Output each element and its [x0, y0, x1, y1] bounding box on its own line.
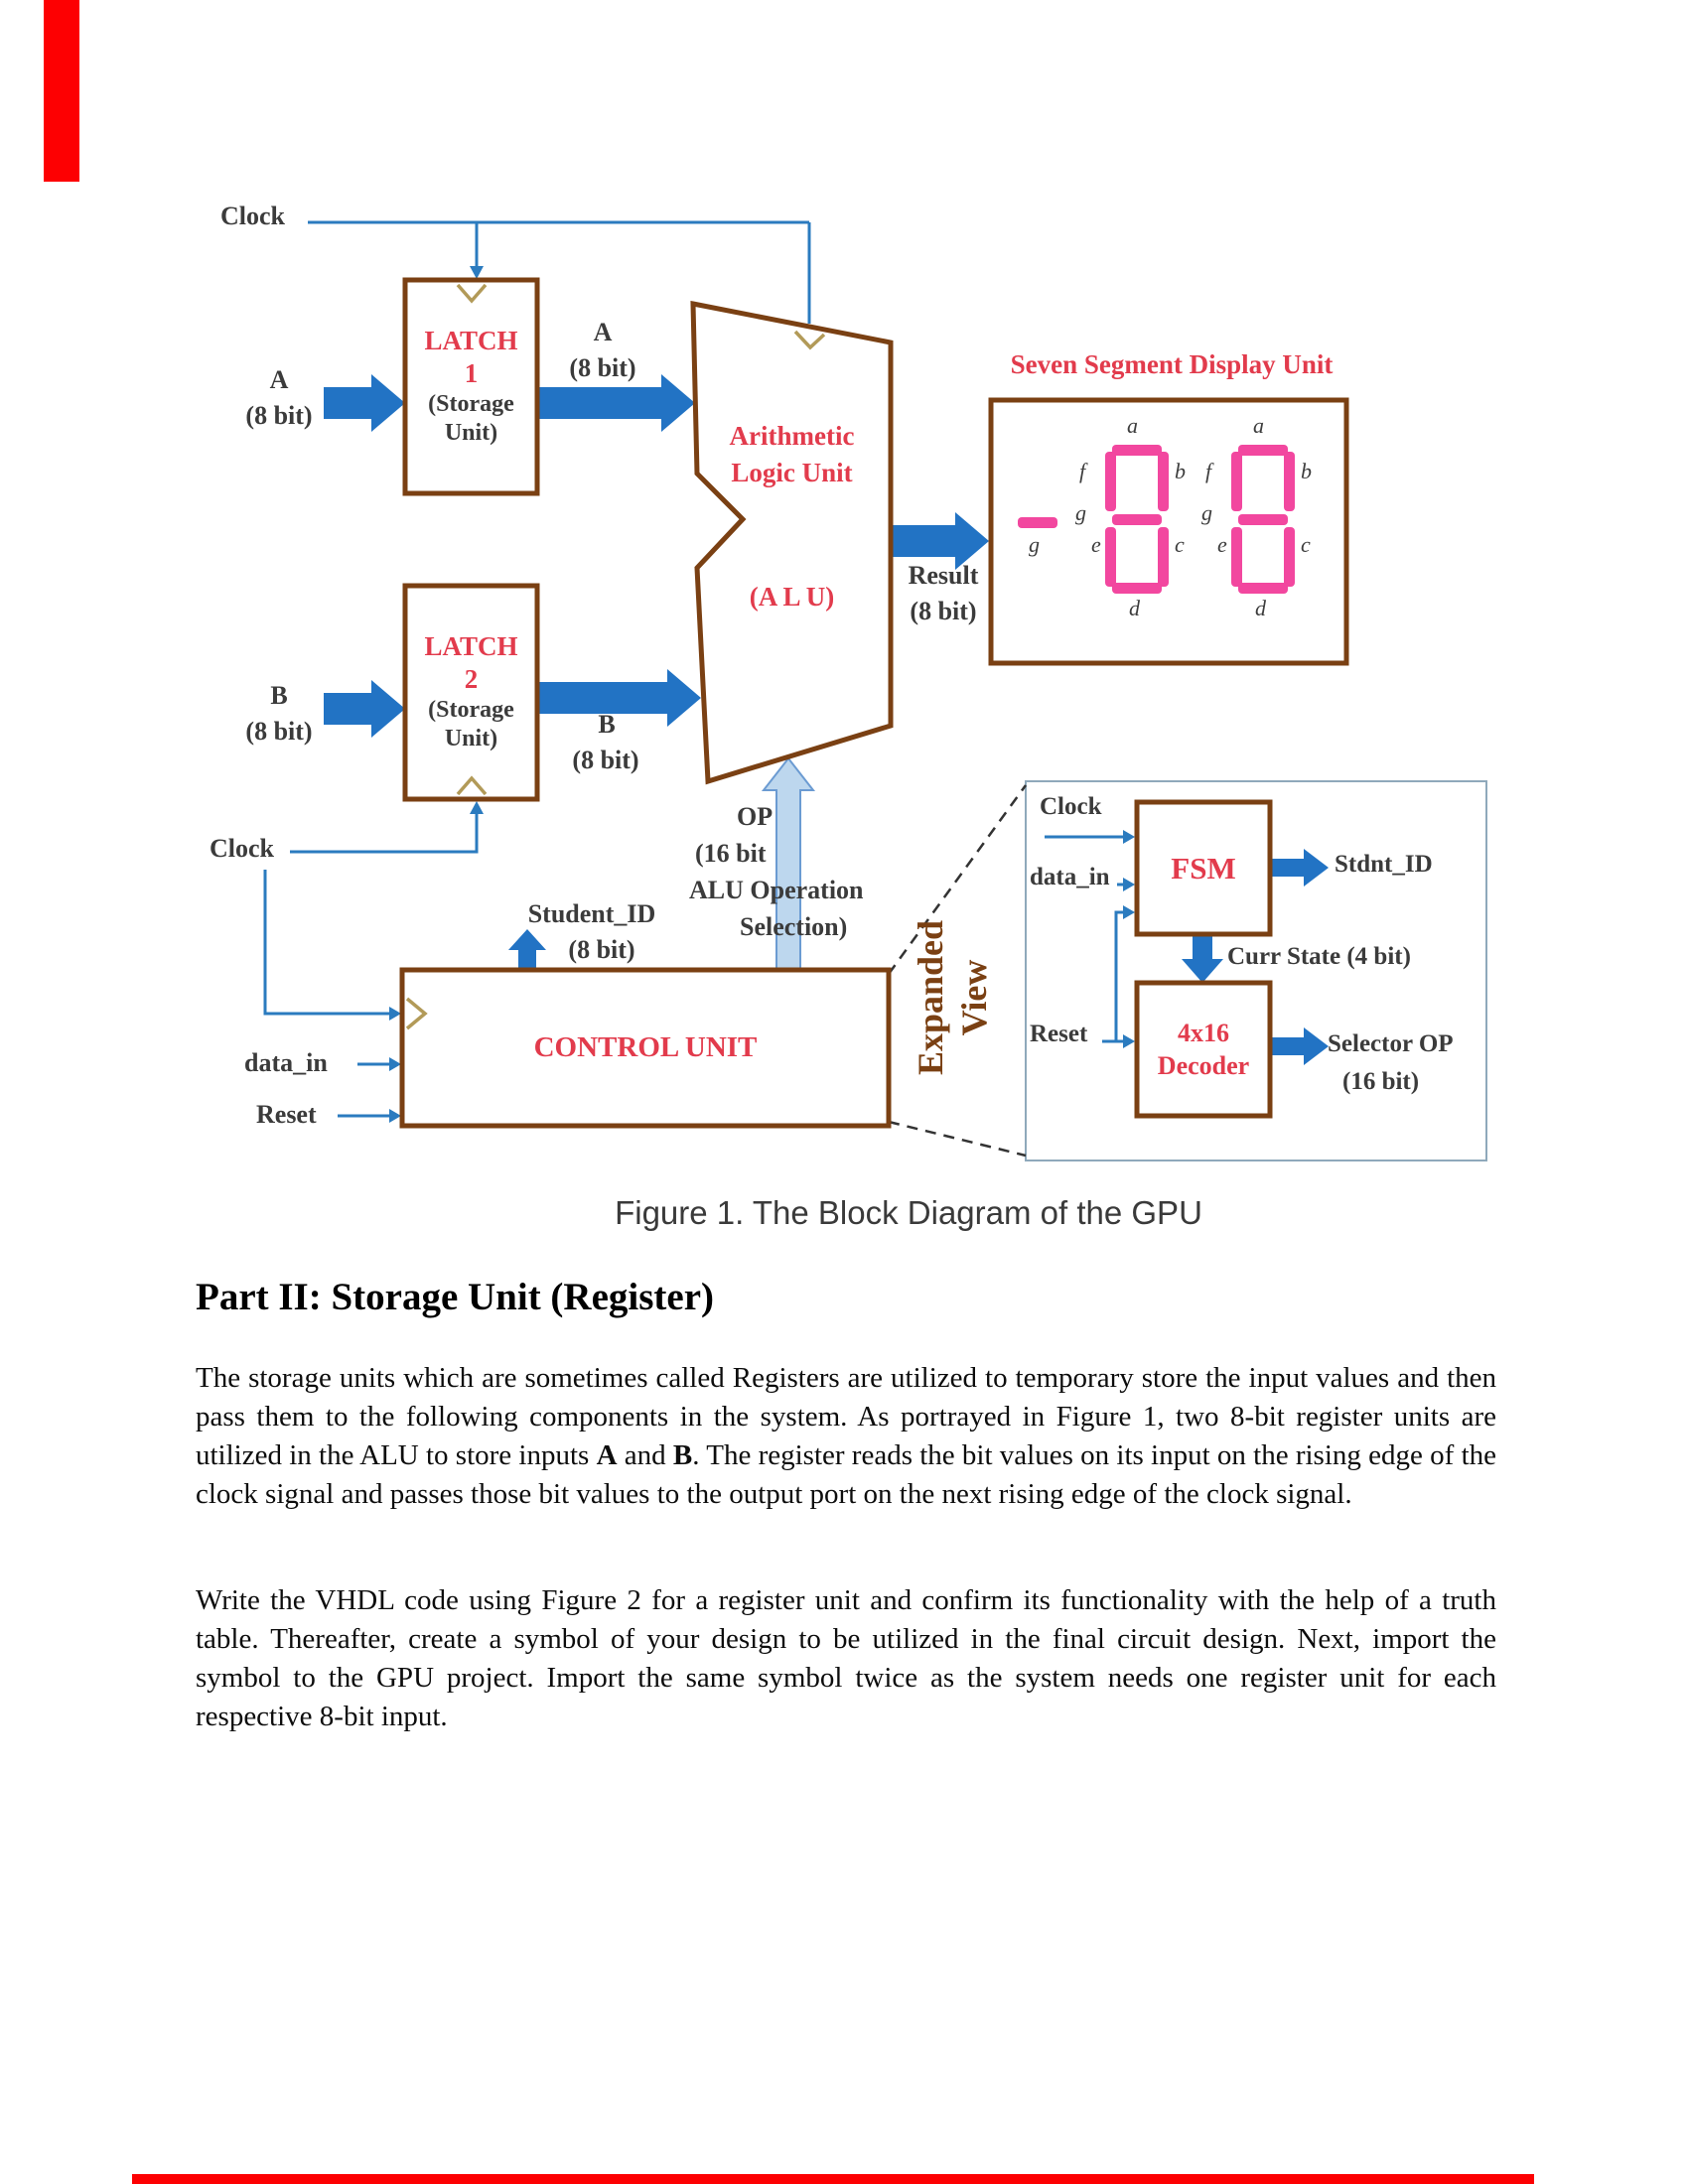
latch2-number: 2 [464, 664, 479, 694]
latch1-label [407, 286, 535, 486]
stdnt-id-label: Stdnt_ID [1335, 851, 1433, 878]
segment-letter-e: e [1217, 532, 1227, 557]
data-in-label: data_in [244, 1048, 328, 1077]
curr-state-label: Curr State (4 bit) [1227, 943, 1411, 970]
latch2-title: LATCH [424, 631, 518, 661]
figure-caption: Figure 1. The Block Diagram of the GPU [615, 1194, 1202, 1231]
latch2-sub2: Unit) [444, 726, 498, 751]
latch1-title: LATCH [424, 326, 518, 355]
latch2-label [407, 592, 535, 792]
segment-e [1231, 527, 1242, 587]
segment-c [1158, 527, 1169, 587]
scan-artifact-top [44, 0, 79, 182]
segment-a [1238, 445, 1288, 456]
control-unit-label [402, 970, 889, 1126]
arrowhead-latch1-clock [470, 266, 484, 279]
bus-b-name: B [598, 710, 616, 739]
minus-segment [1018, 517, 1057, 528]
segment-letter-f: f [1079, 459, 1086, 483]
latch1-sub1: (Storage [428, 391, 514, 417]
alu-shape [693, 304, 891, 781]
clock-bottom-wire-control [265, 870, 389, 1014]
exp-reset-label: Reset [1030, 1021, 1088, 1047]
expanded-view-word-2: View [954, 959, 994, 1036]
input-b-width: (8 bit) [245, 717, 313, 746]
segment-letter-c: c [1301, 532, 1311, 557]
segment-letter-a: a [1127, 413, 1138, 438]
decoder-title-1: 4x16 [1178, 1019, 1229, 1047]
expanded-view-label [909, 879, 998, 1117]
arrowhead-data-in [389, 1057, 401, 1071]
segment-letter-c: c [1175, 532, 1185, 557]
seven-segment-digit-1 [1075, 413, 1186, 620]
section-heading: Part II: Storage Unit (Register) [196, 1276, 715, 1319]
paragraph-1-bold-a: A [596, 1439, 618, 1471]
segment-letter-b: b [1301, 459, 1312, 483]
result-name: Result [908, 561, 979, 590]
latch2-sub1: (Storage [428, 697, 514, 723]
scan-artifact-bottom [132, 2174, 1534, 2184]
segment-e [1105, 527, 1116, 587]
seven-segment-digit-2 [1201, 413, 1312, 620]
exp-clock-label: Clock [1040, 793, 1102, 820]
fsm-title: FSM [1171, 850, 1236, 886]
minus-segment-letter-g: g [1029, 532, 1040, 557]
alu-label-2: Logic Unit [731, 458, 853, 487]
student-id-width: (8 bit) [568, 935, 635, 964]
op-bus-label-4: Selection) [740, 912, 848, 941]
segment-b [1284, 452, 1295, 511]
fsm-label [1137, 802, 1270, 934]
result-width: (8 bit) [910, 597, 977, 625]
op-bus-label-1: OP [737, 802, 774, 831]
clock-bottom-wire-latch2 [290, 814, 477, 852]
expanded-view-word-1: Expanded [911, 919, 950, 1076]
paragraph-1 [196, 1359, 1496, 1514]
op-bus-label-3: ALU Operation [689, 876, 864, 904]
segment-c [1284, 527, 1295, 587]
arrowhead-reset [389, 1109, 401, 1123]
reset-label: Reset [256, 1100, 317, 1129]
segment-letter-g: g [1075, 500, 1086, 525]
clock-top-wire [308, 222, 809, 324]
paragraph-2: Write the VHDL code using Figure 2 for a register unit and confirm its functionality with the help of a truth table. Thereafter, create a symbol of your design to be utilized in the final circuit design. Next, import the symbol to the GPU project. Import the same symbol twice as the system needs one register unit for each respective 8-bit input. [196, 1584, 1496, 1732]
input-a-arrow [324, 374, 405, 432]
segment-f [1231, 452, 1242, 511]
segment-letter-f: f [1205, 459, 1212, 483]
selector-op-label: Selector OP [1328, 1030, 1454, 1057]
clock-top-label: Clock [220, 202, 285, 230]
input-b-arrow [324, 680, 405, 738]
selector-op-width: (16 bit) [1342, 1068, 1420, 1095]
control-unit-title: CONTROL UNIT [533, 1031, 758, 1063]
arrowhead-control-clock [389, 1007, 401, 1021]
segment-d [1112, 583, 1162, 594]
exp-data-in-label: data_in [1030, 864, 1110, 890]
input-a-name: A [269, 365, 289, 394]
segment-letter-b: b [1175, 459, 1186, 483]
segment-f [1105, 452, 1116, 511]
segment-b [1158, 452, 1169, 511]
segment-g [1112, 514, 1162, 525]
student-id-name: Student_ID [527, 899, 656, 928]
input-b-name: B [270, 681, 288, 710]
segment-letter-e: e [1091, 532, 1101, 557]
decoder-label [1137, 983, 1270, 1116]
segment-letter-d: d [1255, 596, 1266, 620]
paragraph-1-bold-b: B [672, 1439, 693, 1471]
segment-a [1112, 445, 1162, 456]
input-a-width: (8 bit) [245, 401, 313, 430]
alu-label-3: (A L U) [749, 582, 835, 612]
paragraph-1-part-1: The storage units which are sometimes called Registers are utilized to temporary store the input values and then pass them to the following components in the system. As portrayed in Figure 1, two 8-bit register units are utilized in the ALU to store inputs [196, 1362, 1496, 1471]
arrowhead-latch2-clock [470, 801, 484, 814]
paragraph-1-part-3: . The register reads the bit values on its input on the rising edge of the clock signal and passes those bit values to the output port on the next rising edge of the clock signal. [196, 1439, 1496, 1510]
segment-g [1238, 514, 1288, 525]
alu-label-1: Arithmetic [729, 421, 855, 451]
bus-a-name: A [593, 318, 613, 346]
op-bus-label-2: (16 bit [695, 839, 767, 868]
segment-letter-a: a [1253, 413, 1264, 438]
segment-letter-d: d [1129, 596, 1140, 620]
paragraph-1-part-2: and [617, 1439, 673, 1471]
bus-b-width: (8 bit) [572, 746, 639, 774]
decoder-title-2: Decoder [1157, 1051, 1250, 1080]
bus-a-width: (8 bit) [569, 353, 636, 382]
segment-letter-g: g [1201, 500, 1212, 525]
latch1-number: 1 [464, 358, 479, 388]
clock-bottom-label: Clock [210, 834, 274, 863]
seven-segment-title: Seven Segment Display Unit [1010, 349, 1334, 379]
latch1-sub2: Unit) [444, 420, 498, 446]
segment-d [1238, 583, 1288, 594]
